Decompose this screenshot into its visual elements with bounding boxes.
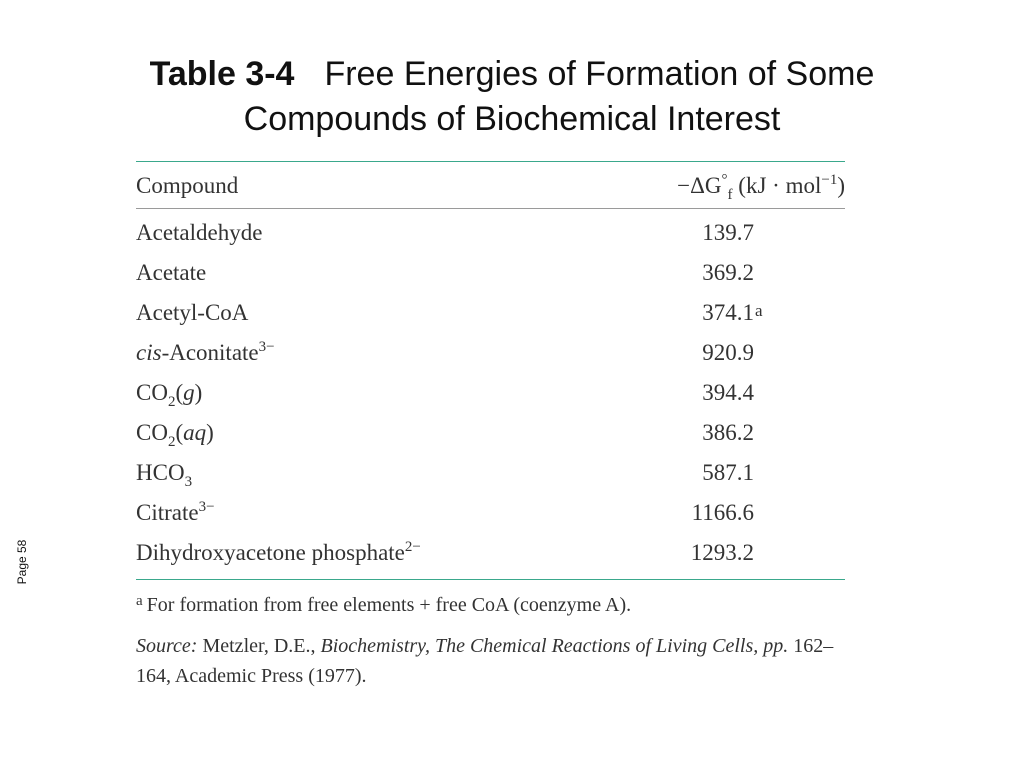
table-number: Table 3-4: [149, 55, 295, 93]
source-authors: Metzler, D.E.,: [197, 635, 321, 657]
compound-name: Dihydroxyacetone phosphate$^{2-}$: [136, 539, 421, 565]
free-energy-value: 1293.2: [690, 540, 754, 565]
free-energy-value: 587.1: [702, 460, 754, 485]
footnote-mark: a: [136, 593, 143, 609]
free-energy-value: 369.2: [702, 260, 754, 285]
footnote: [136, 590, 856, 620]
free-energy-value: 386.2: [702, 420, 754, 445]
free-energy-value: 1166.6: [691, 500, 754, 525]
source-rest: 162–164, Academic Press (1977).: [136, 635, 834, 687]
title-text-1: Free Energies of Formation of Some: [324, 55, 875, 93]
compound-name: $CO_2(aq)$: [136, 420, 214, 450]
free-energy-value: 920.9: [702, 340, 754, 365]
footnote-text: For formation from free elements + free CoA (coenzyme A).: [146, 594, 632, 616]
compound-name: Acetaldehyde: [136, 220, 263, 245]
table-top-rule: [136, 161, 845, 162]
source-citation: [136, 631, 856, 691]
free-energy-value: 394.4: [702, 380, 754, 405]
free-energy-value: 139.7: [702, 220, 754, 245]
compound-name: $HCO_3$: [136, 460, 193, 490]
compound-name: $CO_2(g)$: [136, 380, 203, 410]
compound-name: cis-Aconitate$^{3-}$: [136, 339, 275, 365]
compound-name: Citrate$^{3-}$: [136, 499, 215, 525]
source-label: Source:: [136, 635, 198, 657]
header-free-energy: $-\Delta G^\circ_f$ (kJ · mol$^{-1}$): [677, 172, 845, 203]
title-line-2: Compounds of Biochemical Interest: [243, 100, 781, 138]
table-header-rule: [136, 208, 845, 209]
free-energy-value: 374.1 a: [702, 299, 754, 327]
slide-title: [0, 52, 1024, 142]
table-bottom-rule: [136, 579, 845, 580]
footnote-reference: a: [755, 301, 763, 320]
title-line-1: [0, 52, 1024, 97]
compound-name: Acetate: [136, 260, 207, 285]
compound-name: Acetyl-CoA: [136, 300, 249, 325]
source-work-title: Biochemistry, The Chemical Reactions of Living Cells, pp.: [320, 635, 789, 657]
page-number: Page 58: [15, 539, 29, 585]
header-compound: Compound: [136, 173, 239, 198]
